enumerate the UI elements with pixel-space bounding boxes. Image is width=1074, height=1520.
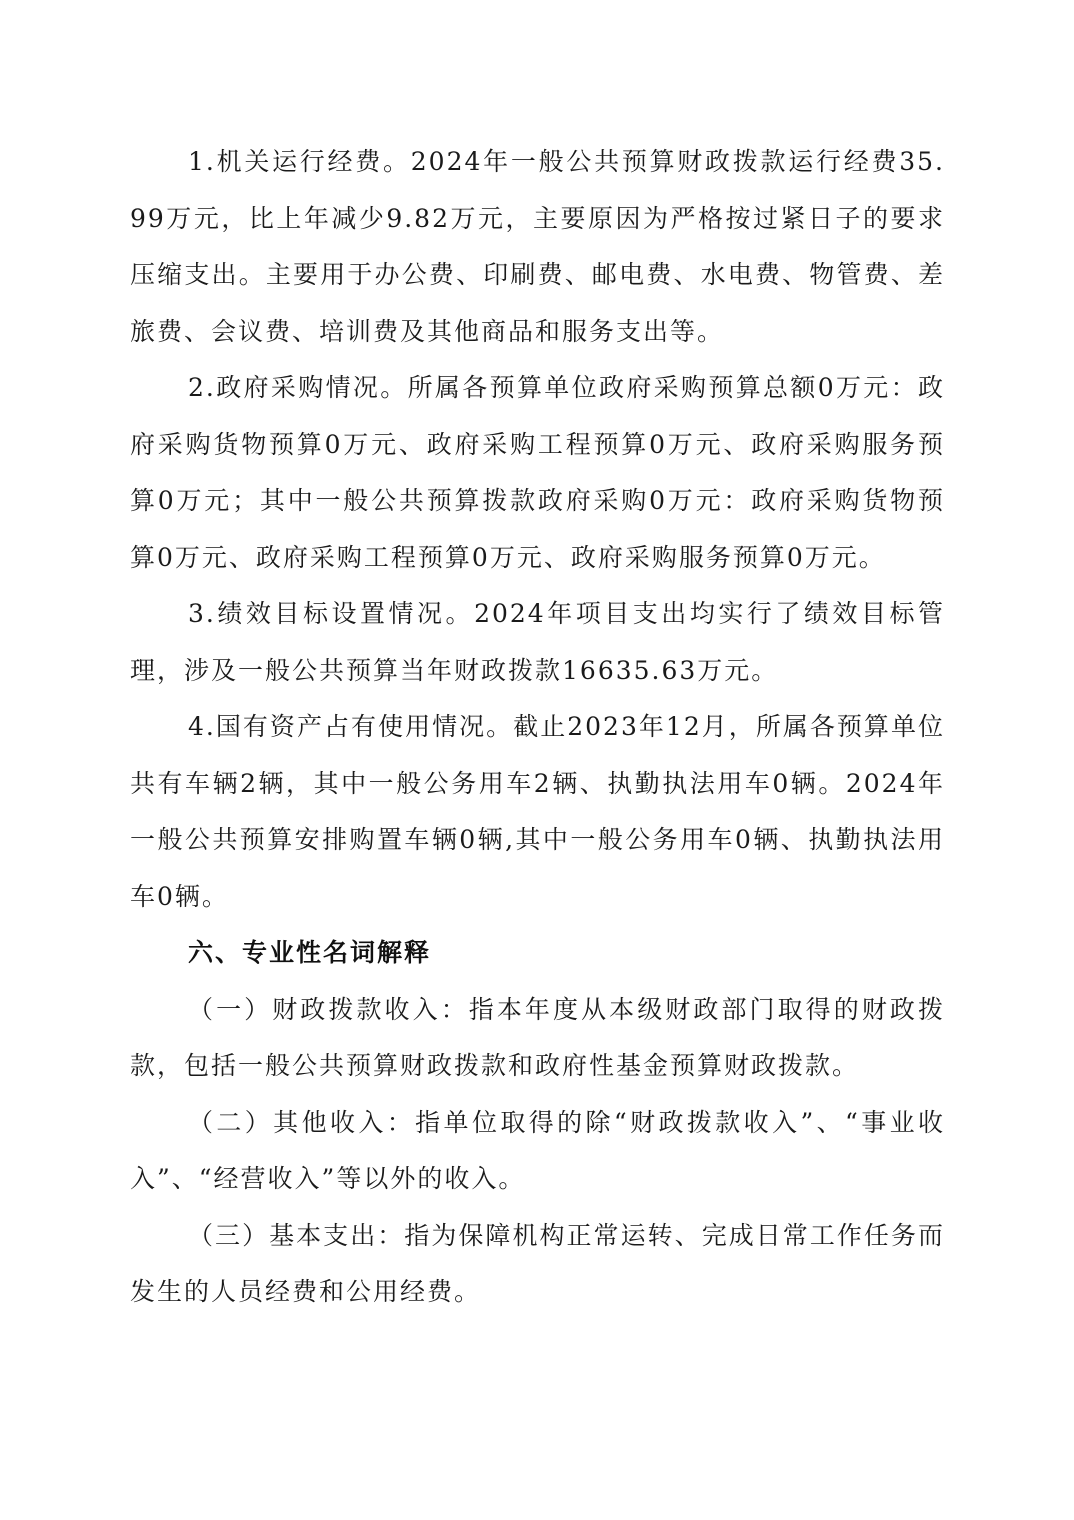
paragraph-operating-expenses: 1.机关运行经费。2024年一般公共预算财政拨款运行经费35.99万元，比上年减少9.82万元，主要原因为严格按过紧日子的要求压缩支出。主要用于办公费、印刷费、邮电费、水电费、物管费、差旅费、会议费、培训费及其他商品和服务支出等。 [130,147,945,346]
definition-basic-expenditure: （三）基本支出：指为保障机构正常运转、完成日常工作任务而发生的人员经费和公用经费。 [130,1220,945,1306]
definition-other-income: （二）其他收入：指单位取得的除“财政拨款收入”、“事业收入”、“经营收入”等以外的收入。 [130,1107,945,1193]
paragraph-performance-targets: 3.绩效目标设置情况。2024年项目支出均实行了绩效目标管理，涉及一般公共预算当年财政拨款16635.63万元。 [130,599,945,685]
document-body [130,134,945,1321]
paragraph-government-procurement: 2.政府采购情况。所属各预算单位政府采购预算总额0万元：政府采购货物预算0万元、政府采购工程预算0万元、政府采购服务预算0万元；其中一般公共预算拨款政府采购0万元：政府采购货物预算0万元、政府采购工程预算0万元、政府采购服务预算0万元。 [130,373,945,572]
section-heading-glossary: 六、专业性名词解释 [188,938,432,967]
definition-fiscal-appropriation-income: （一）财政拨款收入：指本年度从本级财政部门取得的财政拨款，包括一般公共预算财政拨款和政府性基金预算财政拨款。 [130,994,945,1080]
paragraph-state-assets: 4.国有资产占有使用情况。截止2023年12月，所属各预算单位共有车辆2辆，其中一般公务用车2辆、执勤执法用车0辆。2024年一般公共预算安排购置车辆0辆,其中一般公务用车0辆、执勤执法用车0辆。 [130,712,945,911]
